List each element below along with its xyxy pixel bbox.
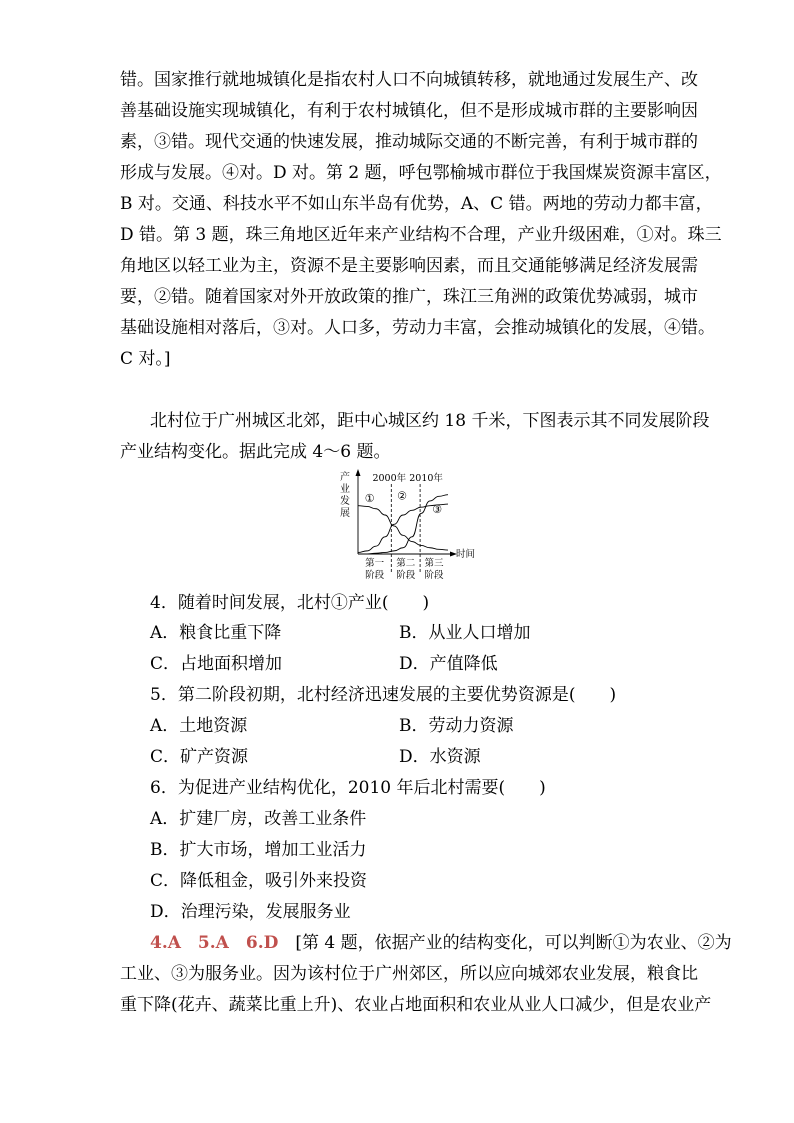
- question-4-option-b[interactable]: B．从业人口增加: [399, 623, 531, 643]
- explanation-line: 善基础设施实现城镇化，有利于农村城镇化，但不是形成城市群的主要影响因: [120, 101, 698, 121]
- intro-line: 产业结构变化。据此完成 4～6 题。: [120, 442, 391, 462]
- answer-line: 重下降(花卉、蔬菜比重上升)、农业占地面积和农业从业人口减少，但是农业产: [120, 995, 712, 1015]
- stage-label-2-top: 第二: [396, 558, 416, 569]
- chart-text: [340, 470, 475, 581]
- annotation-2010: 2010年: [409, 473, 443, 484]
- question-6-option-a[interactable]: A．扩建厂房，改善工业条件: [150, 809, 367, 829]
- stage-label-3-top: 第三: [424, 558, 444, 569]
- question-6-option-d[interactable]: D．治理污染，发展服务业: [150, 902, 351, 922]
- y-axis-label-char: 发: [340, 496, 350, 507]
- stage-label-2-bottom: 阶段: [396, 570, 416, 581]
- industry-structure-chart: [330, 466, 480, 584]
- explanation-line: 要，②错。随着国家对外开放政策的推广，珠江三角洲的政策优势减弱，城市: [120, 287, 698, 307]
- y-axis-label-char: 产: [340, 472, 350, 483]
- explanation-line: C 对。]: [120, 349, 171, 369]
- explanation-line: 素，③错。现代交通的快速发展，推动城际交通的不断完善，有利于城市群的: [120, 132, 698, 152]
- question-5-option-a[interactable]: A．土地资源: [150, 716, 248, 736]
- explanation-paragraph: [120, 65, 722, 375]
- question-6-stem: 6．为促进产业结构优化，2010 年后北村需要( ): [150, 778, 546, 798]
- question-4-stem: 4．随着时间发展，北村①产业( ): [150, 593, 430, 613]
- question-4-option-c[interactable]: C．占地面积增加: [150, 654, 283, 674]
- series-label-3: ③: [432, 502, 443, 516]
- answer-key: 4.A 5.A 6.D: [150, 933, 279, 953]
- answer-line: 工业、③为服务业。因为该村位于广州郊区，所以应向城郊农业发展，粮食比: [120, 964, 698, 984]
- series-label-1: ①: [364, 491, 375, 505]
- explanation-line: 基础设施相对落后，③对。人口多，劳动力丰富，会推动城镇化的发展，④错。: [120, 318, 715, 338]
- stage-label-3-bottom: 阶段: [424, 570, 444, 581]
- answer-text: [第 4 题，依据产业的结构变化，可以判断①为农业、②为: [295, 933, 732, 953]
- y-axis-label-char: 展: [340, 508, 350, 519]
- explanation-line: 角地区以轻工业为主，资源不是主要影响因素，而且交通能够满足经济发展需: [120, 256, 698, 276]
- answer-first-line: [120, 928, 732, 959]
- explanation-line: 形成与发展。④对。D 对。第 2 题，呼包鄂榆城市群位于我国煤炭资源丰富区，: [120, 163, 722, 183]
- question-5-stem: 5．第二阶段初期，北村经济迅速发展的主要优势资源是( ): [150, 685, 617, 705]
- answer-section: [120, 928, 732, 1021]
- explanation-line: B 对。交通、科技水平不如山东半岛有优势，A、C 错。两地的劳动力都丰富，: [120, 194, 713, 214]
- question-4-option-d[interactable]: D．产值降低: [399, 654, 498, 674]
- y-axis-arrow: [356, 469, 361, 476]
- question-5-option-c[interactable]: C．矿产资源: [150, 747, 249, 767]
- annotation-2000: 2000年: [372, 473, 407, 484]
- question-6-option-c[interactable]: C．降低租金，吸引外来投资: [150, 871, 368, 891]
- explanation-line: 错。国家推行就地城镇化是指农村人口不向城镇转移，就地通过发展生产、改: [120, 70, 698, 90]
- intro-line: 北村位于广州城区北郊，距中心城区约 18 千米，下图表示其不同发展阶段: [150, 411, 710, 431]
- question-4-option-a[interactable]: A．粮食比重下降: [150, 623, 282, 643]
- y-axis-label-char: 业: [340, 484, 350, 495]
- question-6-option-b[interactable]: B．扩大市场，增加工业活力: [150, 840, 367, 860]
- stage-label-1-top: 第一: [365, 558, 385, 569]
- series-label-2: ②: [397, 489, 408, 503]
- explanation-line: D 错。第 3 题，珠三角地区近年来产业结构不合理，产业升级困难，①对。珠三: [120, 225, 722, 245]
- stage-label-1-bottom: 阶段: [365, 570, 385, 581]
- question-5-option-b[interactable]: B．劳动力资源: [399, 716, 514, 736]
- question-5-option-d[interactable]: D．水资源: [399, 747, 481, 767]
- question-intro: [120, 406, 710, 468]
- x-axis-label: 时间: [456, 549, 476, 560]
